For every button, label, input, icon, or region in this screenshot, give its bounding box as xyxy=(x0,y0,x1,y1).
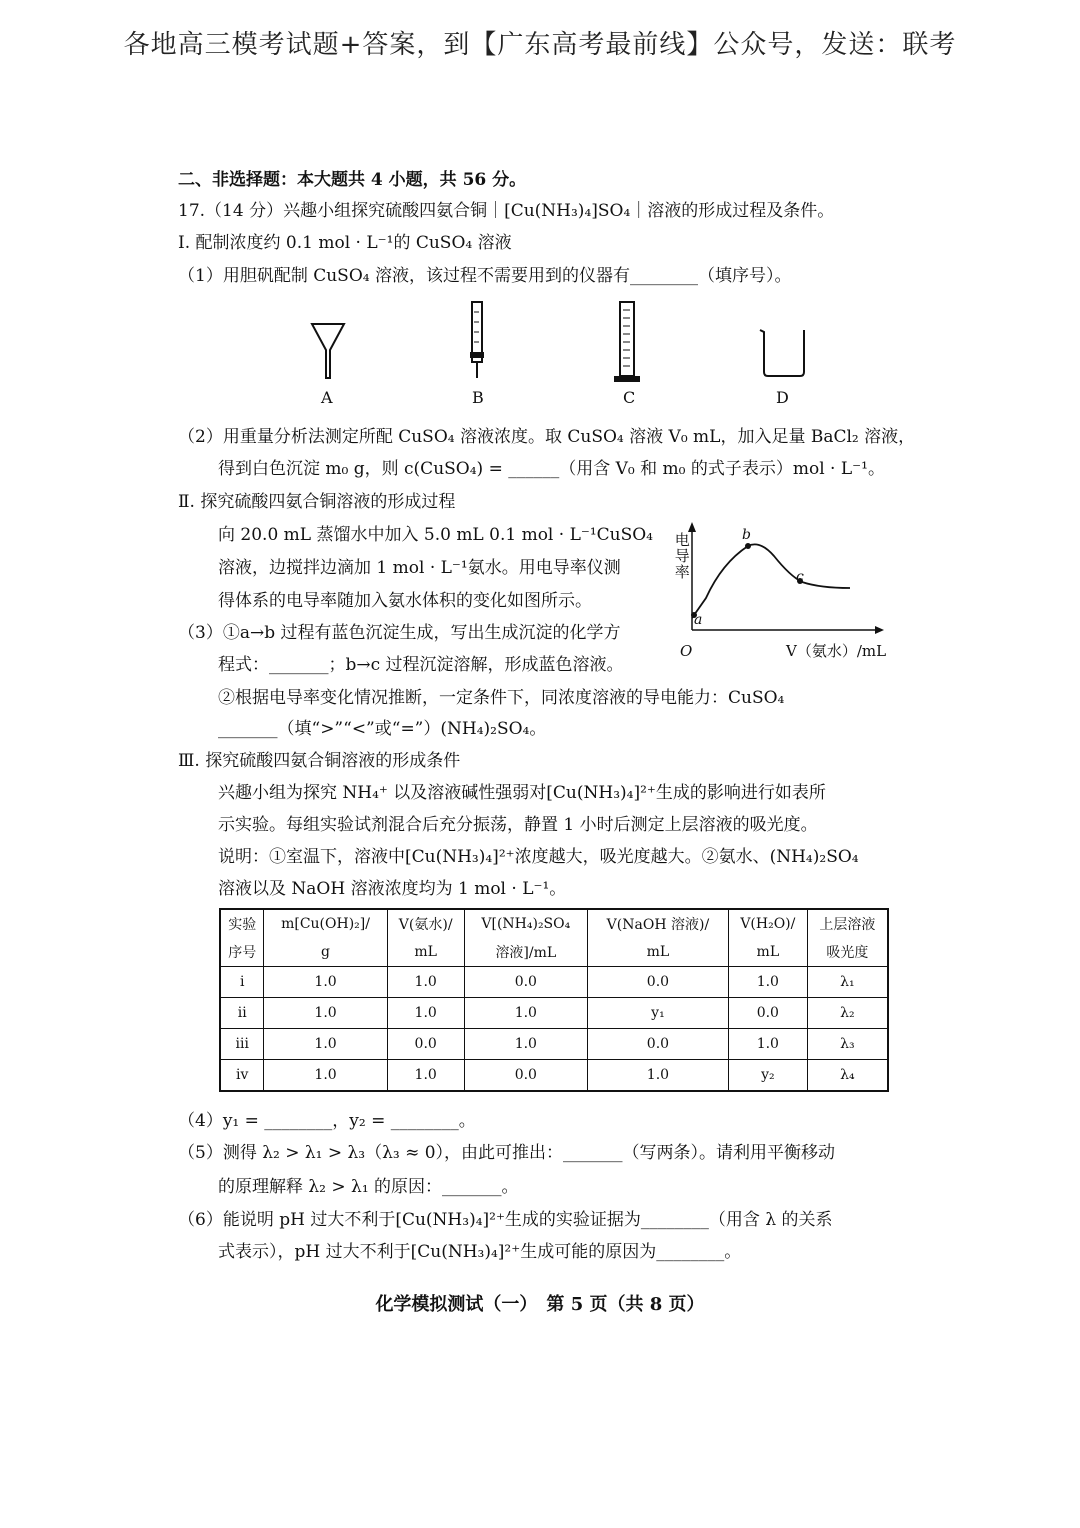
table-cell: ⅳ xyxy=(220,1060,264,1092)
apparatus-figure xyxy=(300,300,860,390)
table-header-cell: 序号 xyxy=(220,938,264,967)
burette-icon xyxy=(470,302,484,378)
question-17-stem: 17.（14 分）兴趣小组探究硫酸四氨合铜｜[Cu(NH₃)₄]SO₄｜溶液的形成过程及条件。 xyxy=(178,201,835,221)
table-header-row xyxy=(220,938,888,967)
table-cell: 1.0 xyxy=(264,967,387,998)
question-1-text: （1）用胆矾配制 CuSO₄ 溶液，该过程不需要用到的仪器有________（填序号）。 xyxy=(178,266,792,286)
graph-xlabel: V（氨水）/mL xyxy=(786,642,887,660)
table-cell: 1.0 xyxy=(464,998,587,1029)
question-3-line1: （3）①a→b 过程有蓝色沉淀生成，写出生成沉淀的化学方 xyxy=(178,623,621,643)
part-2-line2: 溶液，边搅拌边滴加 1 mol · L⁻¹氨水。用电导率仪测 xyxy=(218,558,621,578)
header-banner: 各地高三模考试题+答案，到【广东高考最前线】公众号，发送：联考 xyxy=(123,30,957,60)
table-header-cell: 实验 xyxy=(220,909,264,938)
table-cell: 0.0 xyxy=(464,1060,587,1092)
table-header-cell: g xyxy=(264,938,387,967)
table-cell: y₁ xyxy=(587,998,728,1029)
question-5-line2: 的原理解释 λ₂ > λ₁ 的原因：_______。 xyxy=(218,1177,519,1197)
table-cell: 1.0 xyxy=(587,1060,728,1092)
apparatus-label-d: D xyxy=(776,388,789,407)
apparatus-label-c: C xyxy=(623,388,636,407)
part-3-line3: 说明：①室温下，溶液中[Cu(NH₃)₄]²⁺浓度越大，吸光度越大。②氨水、(NH₄)₂SO₄ xyxy=(218,847,859,867)
funnel-icon xyxy=(312,324,344,378)
table-cell: λ₁ xyxy=(807,967,888,998)
part-1-title: Ⅰ. 配制浓度约 0.1 mol · L⁻¹的 CuSO₄ 溶液 xyxy=(178,233,512,253)
table-header-cell: V(NaOH 溶液)/ xyxy=(587,909,728,938)
part-3-title: Ⅲ. 探究硫酸四氨合铜溶液的形成条件 xyxy=(178,751,461,771)
question-6-line1: （6）能说明 pH 过大不利于[Cu(NH₃)₄]²⁺生成的实验证据为________（用含 λ 的关系 xyxy=(178,1210,833,1230)
part-2-line1: 向 20.0 mL 蒸馏水中加入 5.0 mL 0.1 mol · L⁻¹CuSO₄ xyxy=(218,525,654,545)
question-2-line2: 得到白色沉淀 m₀ g，则 c(CuSO₄) = ______（用含 V₀ 和 m₀ 的式子表示）mol · L⁻¹。 xyxy=(218,459,885,479)
question-3-line2: 程式：_______；b→c 过程沉淀溶解，形成蓝色溶液。 xyxy=(218,655,624,675)
table-cell: ⅲ xyxy=(220,1029,264,1060)
table-row xyxy=(220,998,888,1029)
table-row xyxy=(220,1029,888,1060)
table-cell: λ₃ xyxy=(807,1029,888,1060)
page-footer: 化学模拟测试（一） 第 5 页（共 8 页） xyxy=(375,1294,705,1315)
graph-point-c: c xyxy=(796,569,804,585)
graph-point-a: a xyxy=(694,612,703,628)
conductivity-curve xyxy=(692,544,850,618)
part-2-title: Ⅱ. 探究硫酸四氨合铜溶液的形成过程 xyxy=(178,492,456,512)
table-header-cell: mL xyxy=(587,938,728,967)
table-cell: 0.0 xyxy=(587,1029,728,1060)
table-cell: 1.0 xyxy=(387,1060,464,1092)
table-cell: λ₄ xyxy=(807,1060,888,1092)
table-header-cell: mL xyxy=(728,938,807,967)
table-cell: 1.0 xyxy=(728,967,807,998)
question-3-line4: _______（填“>”“<”或“=”）(NH₄)₂SO₄。 xyxy=(218,719,547,739)
table-cell: 1.0 xyxy=(264,1060,387,1092)
question-6-line2: 式表示），pH 过大不利于[Cu(NH₃)₄]²⁺生成可能的原因为________。 xyxy=(218,1242,742,1262)
table-cell: 1.0 xyxy=(264,998,387,1029)
table-cell: 0.0 xyxy=(728,998,807,1029)
question-2-line1: （2）用重量分析法测定所配 CuSO₄ 溶液浓度。取 CuSO₄ 溶液 V₀ mL，加入足量 BaCl₂ 溶液， xyxy=(178,427,916,447)
part-3-line2: 示实验。每组实验试剂混合后充分振荡，静置 1 小时后测定上层溶液的吸光度。 xyxy=(218,815,818,835)
graph-point-b: b xyxy=(742,527,751,543)
apparatus-label-a: A xyxy=(321,388,333,407)
apparatus-label-b: B xyxy=(472,388,484,407)
table-cell: 0.0 xyxy=(587,967,728,998)
experiment-table xyxy=(219,908,889,1092)
question-4-text: （4）y₁ = ________，y₂ = ________。 xyxy=(178,1111,476,1131)
table-cell: 1.0 xyxy=(387,967,464,998)
table-header-cell: V(氨水)/ xyxy=(387,909,464,938)
table-row xyxy=(220,1060,888,1092)
table-row xyxy=(220,967,888,998)
table-cell: 1.0 xyxy=(728,1029,807,1060)
table-header-row xyxy=(220,909,888,938)
table-header-cell: 溶液]/mL xyxy=(464,938,587,967)
table-cell: λ₂ xyxy=(807,998,888,1029)
part-3-line1: 兴趣小组为探究 NH₄⁺ 以及溶液碱性强弱对[Cu(NH₃)₄]²⁺生成的影响进行如表所 xyxy=(218,783,826,803)
part-3-line4: 溶液以及 NaOH 溶液浓度均为 1 mol · L⁻¹。 xyxy=(218,879,567,899)
table-header-cell: mL xyxy=(387,938,464,967)
table-cell: 0.0 xyxy=(464,967,587,998)
section-title: 二、非选择题：本大题共 4 小题，共 56 分。 xyxy=(178,170,527,190)
part-2-line3: 得体系的电导率随加入氨水体积的变化如图所示。 xyxy=(218,591,592,611)
table-cell: ⅰ xyxy=(220,967,264,998)
question-5-line1: （5）测得 λ₂ > λ₁ > λ₃（λ₃ ≈ 0），由此可推出：_______（写两条）。请利用平衡移动 xyxy=(178,1143,836,1163)
beaker-icon xyxy=(760,330,804,376)
table-cell: 1.0 xyxy=(264,1029,387,1060)
table-header-cell: 吸光度 xyxy=(807,938,888,967)
table-cell: 0.0 xyxy=(387,1029,464,1060)
graph-ylabel: 电导率 xyxy=(672,532,691,580)
table-header-cell: m[Cu(OH)₂]/ xyxy=(264,909,387,938)
graph-origin: O xyxy=(680,642,693,660)
question-3-line3: ②根据电导率变化情况推断，一定条件下，同浓度溶液的导电能力：CuSO₄ xyxy=(218,688,785,708)
table-cell: 1.0 xyxy=(464,1029,587,1060)
table-header-cell: V(H₂O)/ xyxy=(728,909,807,938)
table-cell: y₂ xyxy=(728,1060,807,1092)
table-cell: 1.0 xyxy=(387,998,464,1029)
table-header-cell: V[(NH₄)₂SO₄ xyxy=(464,909,587,938)
table-header-cell: 上层溶液 xyxy=(807,909,888,938)
graduated-cylinder-icon xyxy=(614,302,640,382)
table-cell: ⅱ xyxy=(220,998,264,1029)
